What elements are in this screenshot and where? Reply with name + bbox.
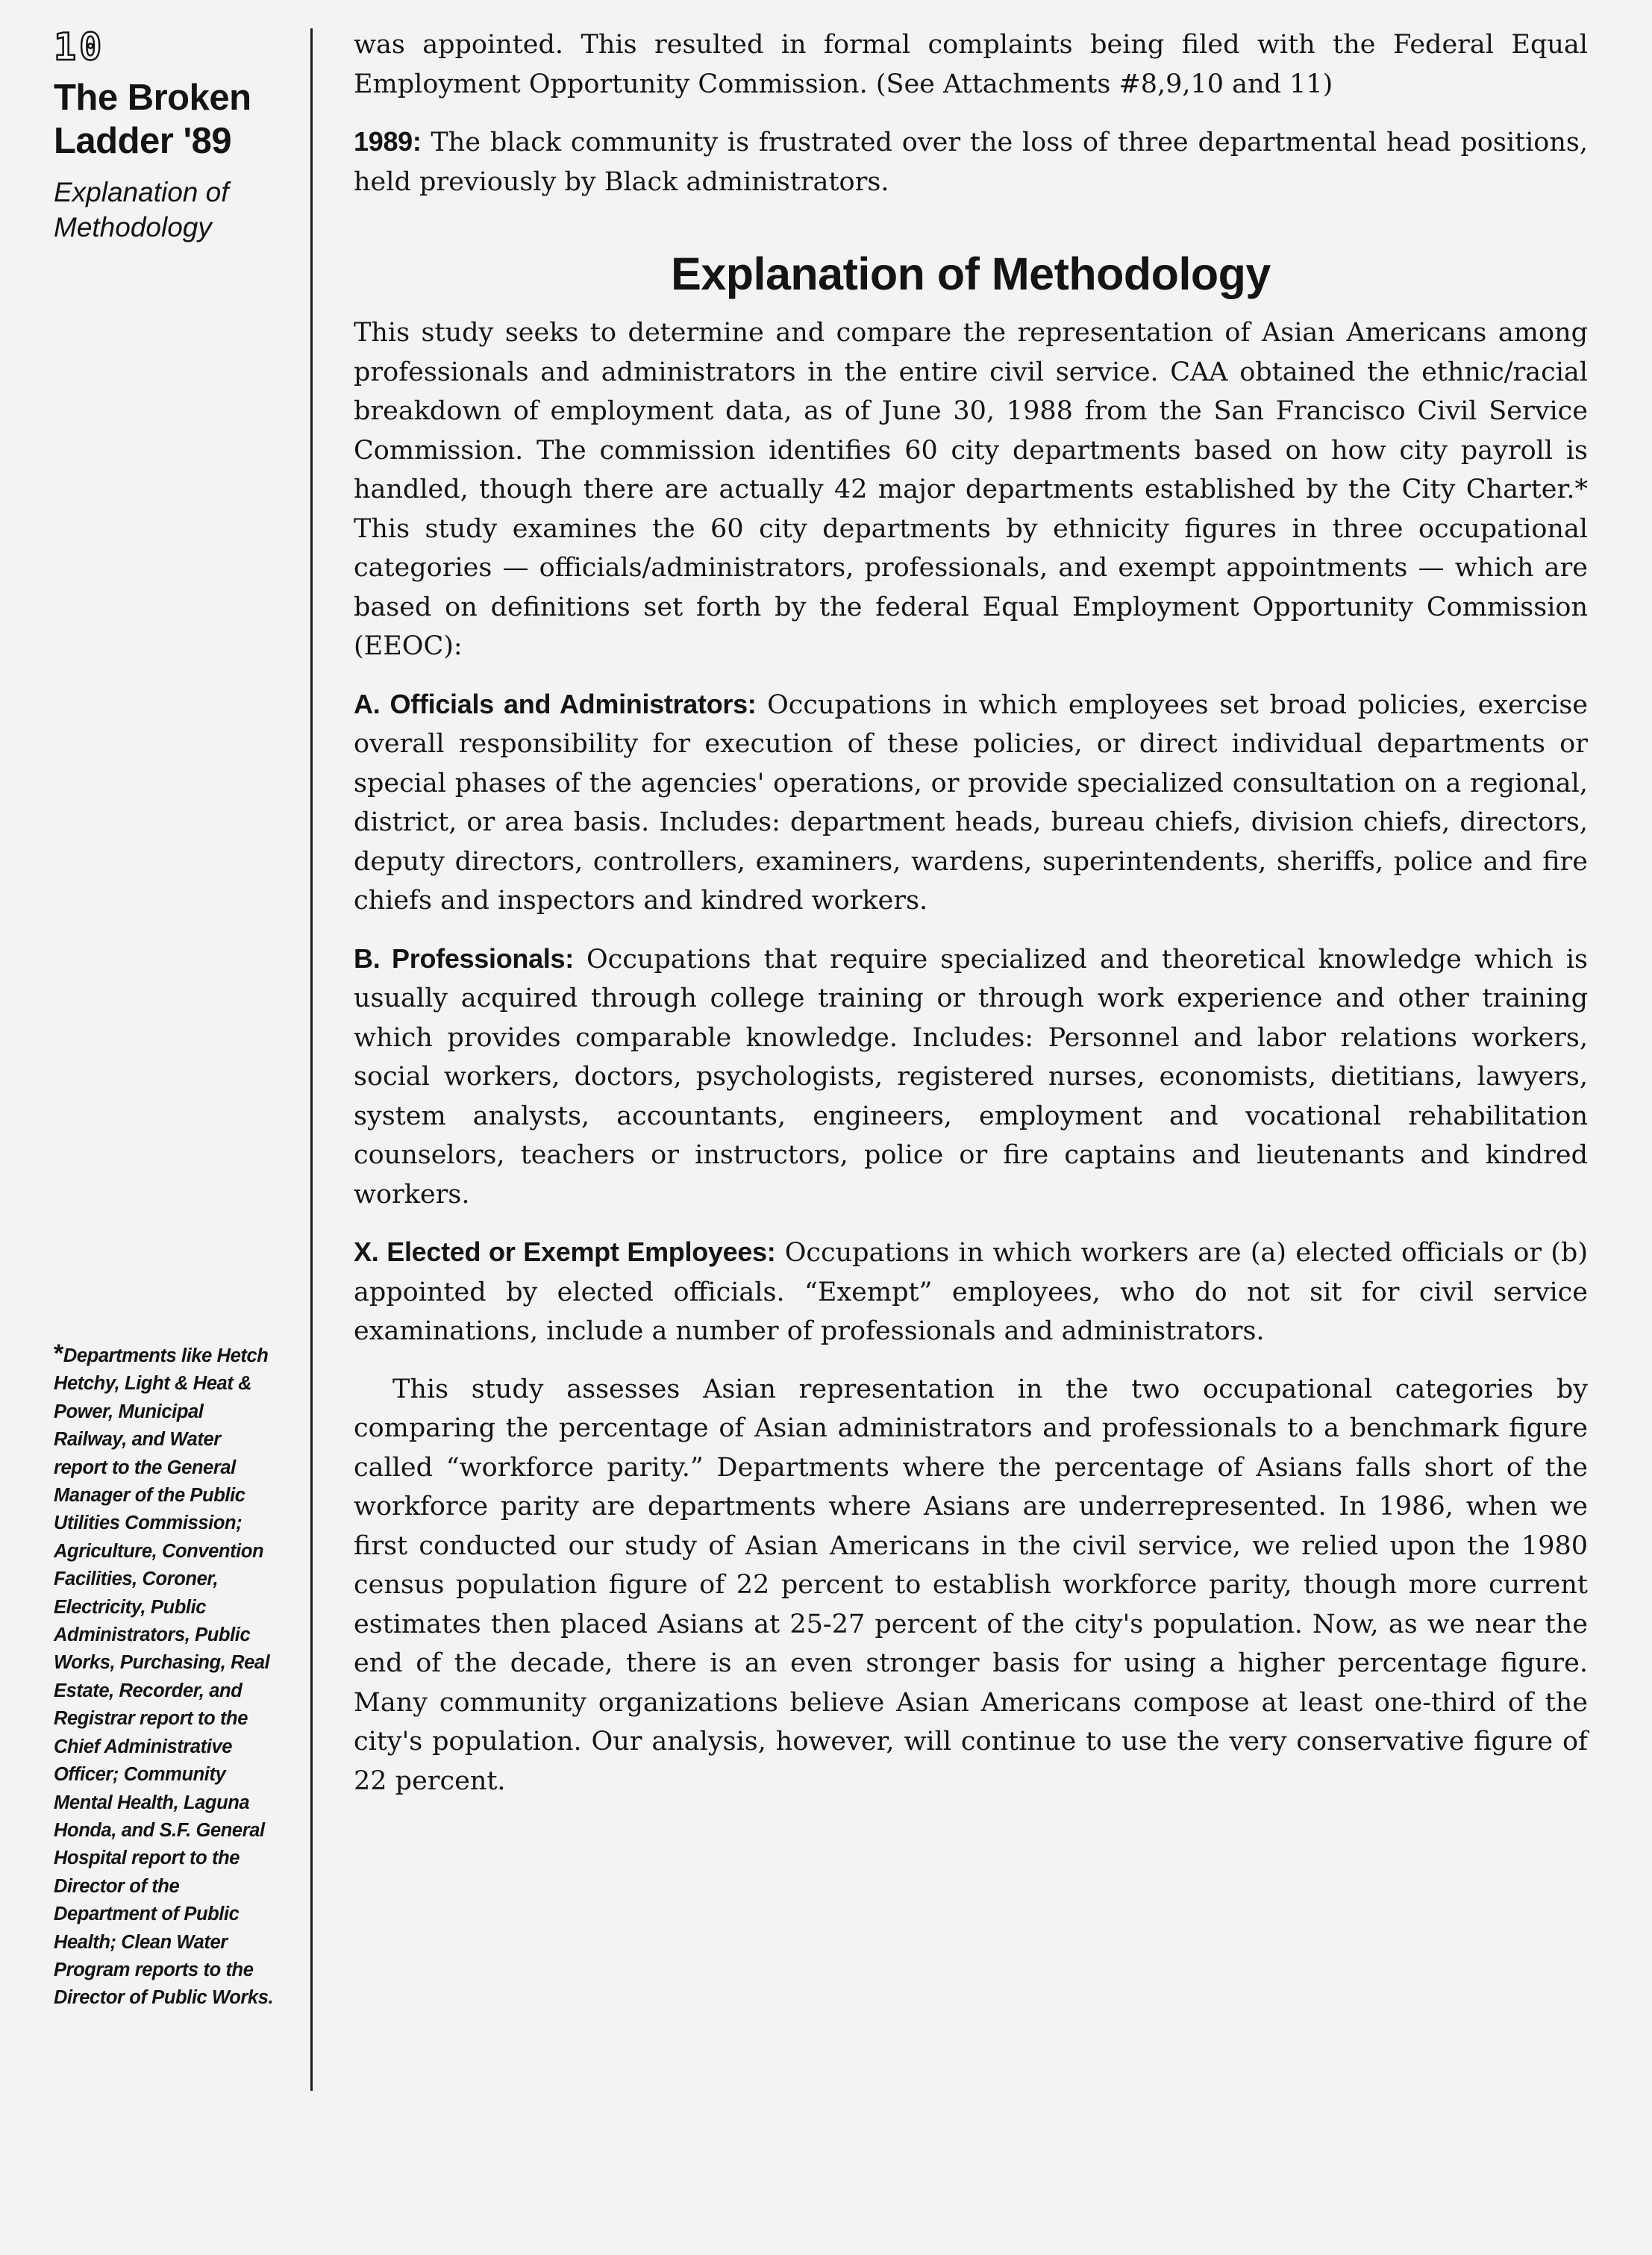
footnote-text: Departments like Hetch Hetchy, Light & Heat & Power, Municipal Railway, and Water report to the General Manager of the Public Utilities Commission; Agriculture, Convention Facilities, Coroner, Electricity, Public Administrators, Public Works, Purchasing, Real Estate, Recorder, and Registrar report to the Chief Administrative Officer; Community Mental Health, Laguna Honda, and S.F. General Hospital report to the Director of the Department of Public Health; Clean Water Program reports to the Director of Public Works.: [54, 1345, 274, 2009]
category-professionals-label: B. Professionals:: [354, 942, 574, 974]
category-professionals-text: Occupations that require specialized and theoretical knowledge which is usually acquired through college training or through work experience and other training which provides comparable knowledge. Includes: Personnel and labor relations workers, social workers, doctors, psychologists, registered nurses, economists, dietitians, lawyers, system analysts, accountants, engineers, employment and vocational rehabilitation counselors, teachers or instructors, police or fire captains and lieutenants and kindred workers.: [354, 944, 1589, 1210]
entry-1989: [354, 122, 1588, 201]
intro-paragraph: This study seeks to determine and compare the representation of Asian Americans among professionals and administrators in the entire civil service. CAA obtained the ethnic/racial breakdown of employment data, as of June 30, 1988 from the San Francisco Civil Service Commission. The commission identifies 60 city departments based on how city payroll is handled, though there are actually 42 major departments established by the City Charter.* This study examines the 60 city departments by ethnicity figures in three occupational categories — officials/administrators, professionals, and exempt appointments — which are based on definitions set forth by the federal Equal Employment Opportunity Commission (EEOC):: [354, 318, 1588, 661]
page-number: 10: [54, 25, 105, 69]
main-column: [354, 25, 1588, 1801]
category-exempt-text: Occupations in which workers are (a) elected officials or (b) appointed by elected officials. “Exempt” employees, who do not sit for civil service examinations, include a number of professionals and administrators.: [354, 1238, 1588, 1346]
category-officials-label: A. Officials and Administrators:: [354, 688, 757, 719]
category-professionals: [354, 939, 1588, 1215]
category-officials-text: Occupations in which employees set broad policies, exercise overall responsibility for execution of these policies, or direct individual departments or special phases of the agencies' operations, or provide specialized consultation on a regional, district, or area basis. Includes: department heads, bureau chiefs, division chiefs, directors, deputy directors, controllers, examiners, wardens, superintendents, sheriffs, police and fire chiefs and inspectors and kindred workers.: [354, 689, 1588, 916]
footnote-marker: *: [54, 1339, 63, 1368]
category-exempt-label: X. Elected or Exempt Employees:: [354, 1236, 776, 1267]
sidebar: [54, 25, 278, 245]
column-divider: [310, 28, 313, 2091]
section-heading: Explanation of Methodology: [671, 248, 1271, 299]
category-exempt: [354, 1233, 1588, 1351]
running-subtitle: Explanation of Methodology: [54, 177, 229, 243]
category-officials: [354, 685, 1588, 921]
running-title: The Broken Ladder '89: [54, 78, 251, 161]
footnote: [54, 1340, 278, 2012]
entry-1989-text: The black community is frustrated over the loss of three departmental head positions, held previously by Black administrators.: [354, 128, 1588, 197]
closing-paragraph: This study assesses Asian representation in the two occupational categories by comparing the percentage of Asian administrators and professionals to a benchmark figure called “workforce parity.” Departments where the percentage of Asians falls short of the workforce parity are departments where Asians are underrepresented. In 1986, when we first conducted our study of Asian Americans in the civil service, we relied upon the 1980 census population figure of 22 percent to establish workforce parity, though more current estimates then placed Asians at 25-27 percent of the city's population. Now, as we near the end of the decade, there is an even stronger basis for using a higher percentage figure. Many community organizations believe Asian Americans compose at least one-third of the city's population. Our analysis, however, will continue to use the very conservative figure of 22 percent.: [354, 1374, 1588, 1796]
continued-paragraph: was appointed. This resulted in formal complaints being filed with the Federal Equal Employment Opportunity Commission. (See Attachments #8,9,10 and 11): [354, 30, 1588, 99]
entry-1989-label: 1989:: [354, 126, 422, 157]
